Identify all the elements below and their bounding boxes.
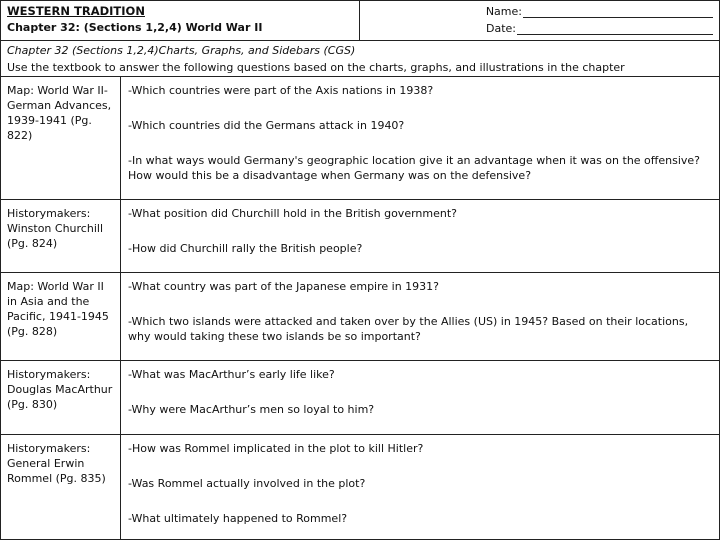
question: -How did Churchill rally the British people? [128,242,363,255]
question: -How was Rommel implicated in the plot to kill Hitler? [128,442,424,455]
row-questions [122,361,719,434]
name-label: Name: [485,5,522,18]
instructions-title: Chapter 32 (Sections 1,2,4)Charts, Graphs, and Sidebars (CGS) [7,44,356,57]
table-row [1,77,719,200]
question: -In what ways would Germany's geographic location give it an advantage when it was on the offensive? How would this be a disadvantage when Germany was on the defensive? [128,154,701,182]
header-fields-cell [360,1,719,40]
question: -Which countries were part of the Axis nations in 1938? [128,84,434,97]
row-label: Map: World War II in Asia and the Pacific, 1941-1945 (Pg. 828) [1,273,121,360]
question: -What was MacArthur’s early life like? [128,368,335,381]
table-row [1,435,719,539]
row-label: Map: World War II-German Advances, 1939-1941 (Pg. 822) [1,77,121,199]
row-questions [122,200,719,272]
question: -Was Rommel actually involved in the plot? [128,477,366,490]
header-row [1,1,719,41]
row-questions [122,77,719,199]
row-label: Historymakers: Douglas MacArthur (Pg. 830) [1,361,121,434]
chapter-title: Chapter 32: (Sections 1,2,4) World War II [7,21,263,34]
question: -Which countries did the Germans attack in 1940? [128,119,405,132]
question: -What position did Churchill hold in the British government? [128,207,457,220]
row-label: Historymakers: Winston Churchill (Pg. 824) [1,200,121,272]
header-title-cell [1,1,360,40]
date-blank[interactable] [517,23,713,35]
name-blank[interactable] [523,6,713,18]
question: -What ultimately happened to Rommel? [128,512,348,525]
row-questions [122,273,719,360]
question: -Why were MacArthur’s men so loyal to him? [128,403,375,416]
instructions-row [1,41,719,77]
question: -Which two islands were attacked and taken over by the Allies (US) in 1945? Based on their locations, why would taking these two islands be so important? [128,315,689,343]
date-label: Date: [486,22,516,35]
table-row [1,200,719,273]
row-questions [122,435,719,539]
name-field[interactable] [486,5,713,18]
question: -What country was part of the Japanese empire in 1931? [128,280,440,293]
table-row [1,361,719,435]
table-row [1,273,719,361]
instructions-text: Use the textbook to answer the following questions based on the charts, graphs, and illustrations in the chapter [7,61,625,74]
course-title: WESTERN TRADITION [7,4,145,18]
date-field[interactable] [486,22,713,35]
row-label: Historymakers: General Erwin Rommel (Pg. 835) [1,435,121,539]
